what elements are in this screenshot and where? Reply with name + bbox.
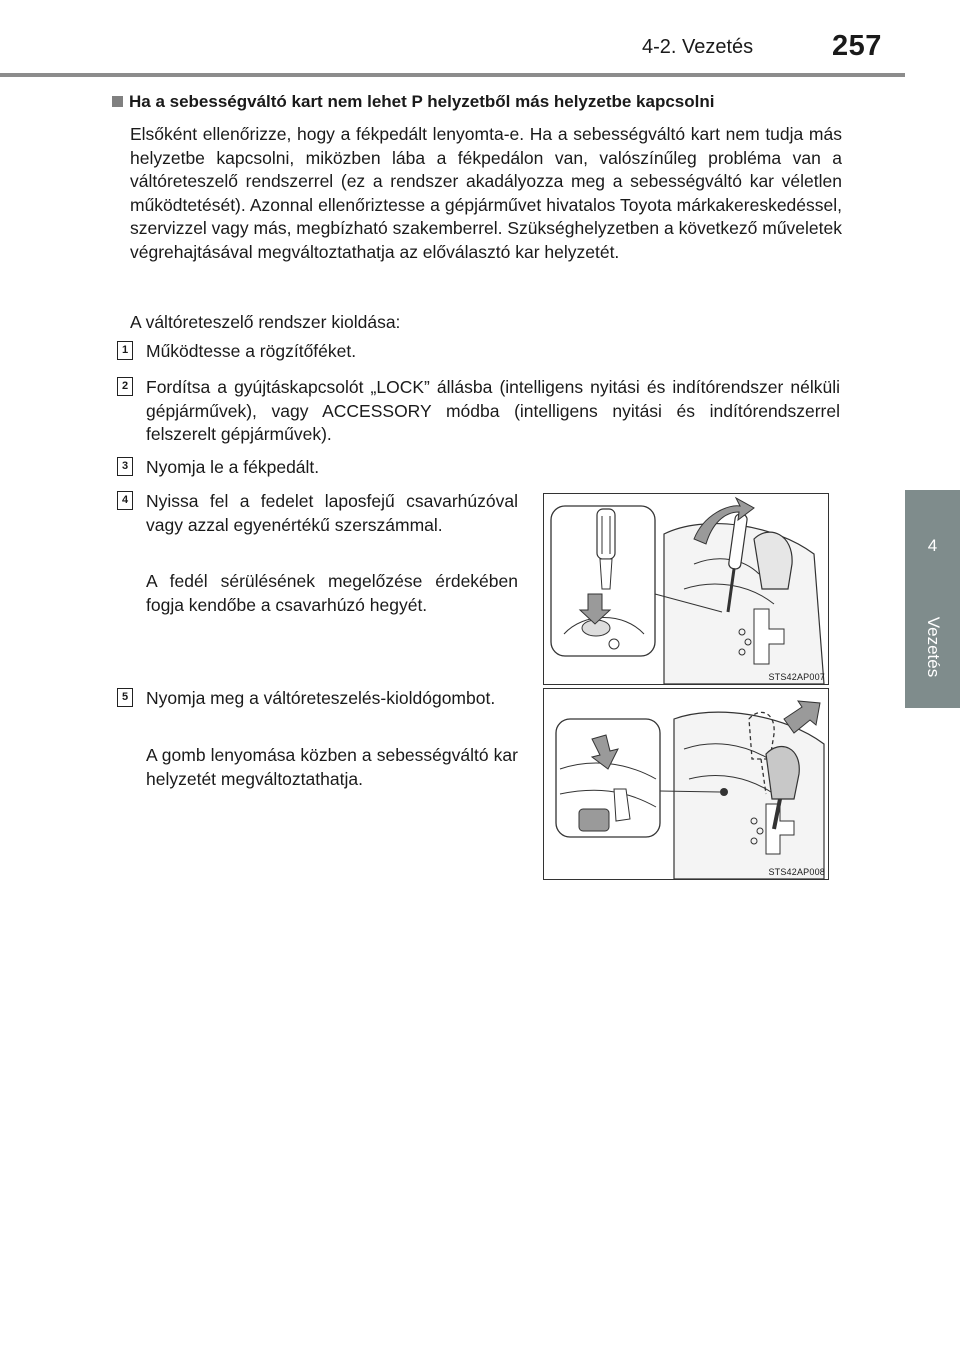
intro-paragraph: Elsőként ellenőrizze, hogy a fékpedált lenyomta-e. Ha a sebességváltó kart nem tudja más helyzetbe kapcsolni, miközben lába a fékpedálon van, valószínűleg probléma van a váltóreteszelő rendszerrel (ez a rendszer akadályozza meg a sebességváltó kar véletlen működtetését). Azonnal ellenőriztesse a gépjárművet hivatalos Toyota márkakereskedéssel, szervizzel vagy más, megbízható szakemberrel. Szükséghelyzetben a következő műveletek végrehajtásával megváltoztathatja az előválasztó kar helyzetét. — [130, 124, 842, 262]
step-text-2: Fordítsa a gyújtáskapcsolót „LOCK” állásba (intelligens nyitási és indítórendszer nélküli gépjárművek), vagy ACCESSORY módba (intelligens nyitási és indítórendszerrel felszerelt gépjárművek). — [146, 377, 840, 444]
step-text-1: Működtesse a rögzítőféket. — [146, 341, 357, 361]
figure-cover-removal — [543, 493, 829, 685]
step-text-4: Nyissa fel a fedelet laposfejű csavarhúzóval vagy azzal egyenértékű szerszámmal. — [146, 491, 518, 535]
illustration-screwdriver-cover — [544, 494, 828, 684]
section-label: 4-2. Vezetés — [642, 36, 754, 58]
step-number-4: 4 — [117, 491, 133, 510]
chapter-number: 4 — [927, 536, 938, 555]
step-note-5: A gomb lenyomása közben a sebességváltó kar helyzetét megváltoztathatja. — [146, 745, 518, 789]
step-note-4: A fedél sérülésének megelőzése érdekében fogja kendőbe a csavarhúzó hegyét. — [146, 571, 518, 615]
heading-bullet-icon — [112, 96, 123, 107]
illustration-shift-lock-release — [544, 689, 828, 879]
section-heading — [112, 92, 714, 112]
step-text-5: Nyomja meg a váltóreteszelés-kioldógombot. — [146, 688, 496, 708]
release-title: A váltóreteszelő rendszer kioldása: — [130, 312, 401, 332]
page-number: 257 — [832, 30, 882, 62]
figure-code: STS42AP008 — [768, 867, 825, 877]
step-number-3: 3 — [117, 457, 133, 476]
heading-text: Ha a sebességváltó kart nem lehet P helyzetből más helyzetbe kapcsolni — [129, 92, 715, 111]
header-rule — [0, 73, 905, 77]
step-number-2: 2 — [117, 377, 133, 396]
step-number-1: 1 — [117, 341, 133, 360]
step-text-3: Nyomja le a fékpedált. — [146, 457, 320, 477]
figure-release-button — [543, 688, 829, 880]
chapter-title: Vezetés — [923, 616, 943, 678]
figure-code: STS42AP007 — [768, 672, 825, 682]
step-number-5: 5 — [117, 688, 133, 707]
